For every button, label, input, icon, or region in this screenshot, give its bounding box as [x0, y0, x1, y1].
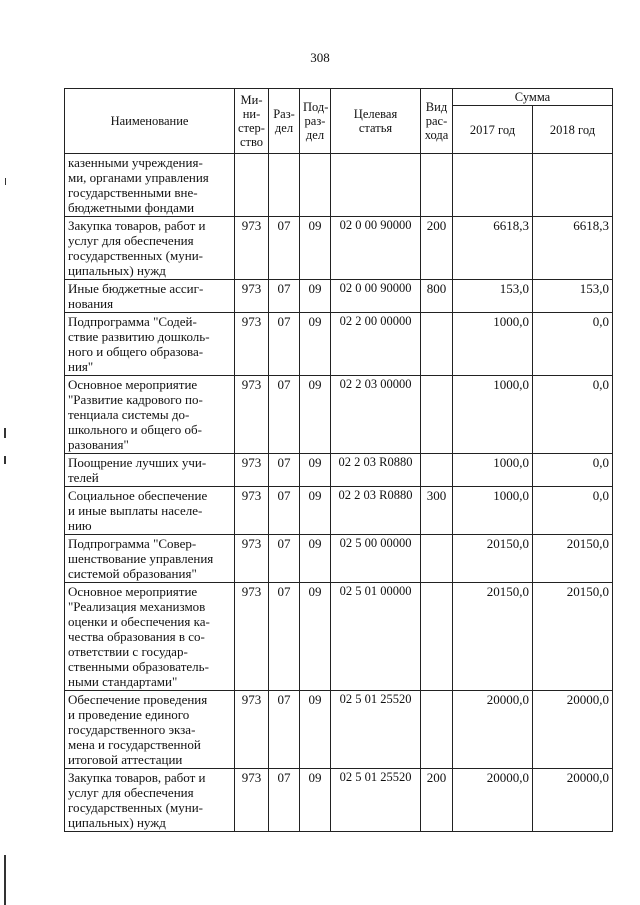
table-row — [65, 535, 613, 583]
scan-margin-mark — [4, 855, 6, 905]
cell-target: 02 2 03 00000 — [331, 376, 421, 454]
cell-name: Закупка товаров, работ и услуг для обеспечения государственных (муни- ципальных) нужд — [65, 769, 235, 832]
cell-y2018: 20000,0 — [533, 769, 613, 832]
cell-ministry: 973 — [235, 454, 269, 487]
cell-subsection: 09 — [300, 376, 331, 454]
cell-target: 02 5 01 25520 — [331, 691, 421, 769]
cell-y2017 — [453, 154, 533, 217]
header-ministry: Ми- ни- стер- ство — [235, 89, 269, 154]
cell-section: 07 — [269, 535, 300, 583]
cell-ministry: 973 — [235, 535, 269, 583]
cell-name: Подпрограмма "Совер- шенствование управления системой образования" — [65, 535, 235, 583]
cell-subsection: 09 — [300, 769, 331, 832]
cell-y2018: 0,0 — [533, 487, 613, 535]
cell-expense-type — [421, 691, 453, 769]
cell-section: 07 — [269, 769, 300, 832]
cell-name: Поощрение лучших учи- телей — [65, 454, 235, 487]
cell-y2017: 1000,0 — [453, 376, 533, 454]
cell-subsection — [300, 154, 331, 217]
cell-section: 07 — [269, 313, 300, 376]
cell-subsection: 09 — [300, 487, 331, 535]
cell-name: казенными учреждения- ми, органами управления государственными вне- бюджетными фондами — [65, 154, 235, 217]
cell-ministry: 973 — [235, 769, 269, 832]
cell-expense-type — [421, 313, 453, 376]
cell-y2017: 1000,0 — [453, 454, 533, 487]
table-row — [65, 376, 613, 454]
cell-expense-type — [421, 583, 453, 691]
cell-y2017: 20000,0 — [453, 691, 533, 769]
cell-name: Подпрограмма "Содей- ствие развитию дошколь- ного и общего образова- ния" — [65, 313, 235, 376]
cell-target: 02 5 01 25520 — [331, 769, 421, 832]
cell-y2018: 0,0 — [533, 454, 613, 487]
cell-ministry: 973 — [235, 313, 269, 376]
header-name: Наименование — [65, 89, 235, 154]
cell-subsection: 09 — [300, 313, 331, 376]
cell-subsection: 09 — [300, 280, 331, 313]
cell-y2018: 0,0 — [533, 313, 613, 376]
table-row — [65, 583, 613, 691]
table-row — [65, 691, 613, 769]
cell-subsection: 09 — [300, 535, 331, 583]
cell-expense-type: 200 — [421, 217, 453, 280]
cell-y2017: 153,0 — [453, 280, 533, 313]
cell-expense-type — [421, 376, 453, 454]
cell-section: 07 — [269, 583, 300, 691]
cell-name: Иные бюджетные ассиг- нования — [65, 280, 235, 313]
cell-ministry — [235, 154, 269, 217]
header-year-2017: 2017 год — [453, 106, 533, 154]
table-row — [65, 217, 613, 280]
cell-section: 07 — [269, 280, 300, 313]
cell-subsection: 09 — [300, 454, 331, 487]
cell-section — [269, 154, 300, 217]
table-row — [65, 454, 613, 487]
cell-target: 02 0 00 90000 — [331, 217, 421, 280]
cell-name: Обеспечение проведения и проведение единого государственного экза- мена и государственной итоговой аттестации — [65, 691, 235, 769]
cell-target: 02 5 01 00000 — [331, 583, 421, 691]
cell-y2017: 20150,0 — [453, 535, 533, 583]
cell-expense-type — [421, 154, 453, 217]
cell-ministry: 973 — [235, 280, 269, 313]
cell-target: 02 5 00 00000 — [331, 535, 421, 583]
scan-margin-mark — [5, 178, 6, 185]
budget-table — [64, 88, 613, 832]
cell-target: 02 2 03 R0880 — [331, 487, 421, 535]
cell-expense-type — [421, 454, 453, 487]
header-target: Целевая статья — [331, 89, 421, 154]
cell-ministry: 973 — [235, 691, 269, 769]
cell-section: 07 — [269, 376, 300, 454]
cell-y2017: 1000,0 — [453, 487, 533, 535]
table-row — [65, 769, 613, 832]
cell-target: 02 0 00 90000 — [331, 280, 421, 313]
cell-section: 07 — [269, 454, 300, 487]
cell-name: Основное мероприятие "Развитие кадрового по- тенциала системы до- школьного и общего об- разования" — [65, 376, 235, 454]
cell-target — [331, 154, 421, 217]
cell-ministry: 973 — [235, 487, 269, 535]
table-row — [65, 487, 613, 535]
cell-y2018: 20000,0 — [533, 691, 613, 769]
cell-y2017: 20000,0 — [453, 769, 533, 832]
scan-margin-mark — [4, 456, 6, 464]
cell-y2017: 1000,0 — [453, 313, 533, 376]
cell-y2018: 6618,3 — [533, 217, 613, 280]
cell-y2018: 153,0 — [533, 280, 613, 313]
cell-subsection: 09 — [300, 691, 331, 769]
cell-name: Социальное обеспечение и иные выплаты населе- нию — [65, 487, 235, 535]
cell-y2018: 20150,0 — [533, 535, 613, 583]
cell-y2017: 20150,0 — [453, 583, 533, 691]
cell-y2018: 20150,0 — [533, 583, 613, 691]
page-number: 308 — [310, 50, 330, 65]
cell-target: 02 2 00 00000 — [331, 313, 421, 376]
cell-y2018: 0,0 — [533, 376, 613, 454]
header-expense-type: Вид рас- хода — [421, 89, 453, 154]
cell-expense-type: 200 — [421, 769, 453, 832]
cell-ministry: 973 — [235, 583, 269, 691]
table-row — [65, 313, 613, 376]
cell-name: Основное мероприятие "Реализация механизмов оценки и обеспечения ка- чества образования в со- ответствии с государ- ственными образователь- ными стандартами" — [65, 583, 235, 691]
cell-y2018 — [533, 154, 613, 217]
cell-section: 07 — [269, 691, 300, 769]
header-subsection: Под- раз- дел — [300, 89, 331, 154]
table-row — [65, 280, 613, 313]
cell-ministry: 973 — [235, 376, 269, 454]
cell-target: 02 2 03 R0880 — [331, 454, 421, 487]
cell-expense-type: 300 — [421, 487, 453, 535]
cell-section: 07 — [269, 487, 300, 535]
scan-margin-mark — [4, 428, 6, 438]
table-row — [65, 154, 613, 217]
cell-ministry: 973 — [235, 217, 269, 280]
cell-subsection: 09 — [300, 217, 331, 280]
cell-expense-type — [421, 535, 453, 583]
header-section: Раз- дел — [269, 89, 300, 154]
cell-y2017: 6618,3 — [453, 217, 533, 280]
cell-section: 07 — [269, 217, 300, 280]
header-year-2018: 2018 год — [533, 106, 613, 154]
cell-subsection: 09 — [300, 583, 331, 691]
cell-expense-type: 800 — [421, 280, 453, 313]
cell-name: Закупка товаров, работ и услуг для обеспечения государственных (муни- ципальных) нужд — [65, 217, 235, 280]
header-sum: Сумма — [453, 89, 613, 106]
